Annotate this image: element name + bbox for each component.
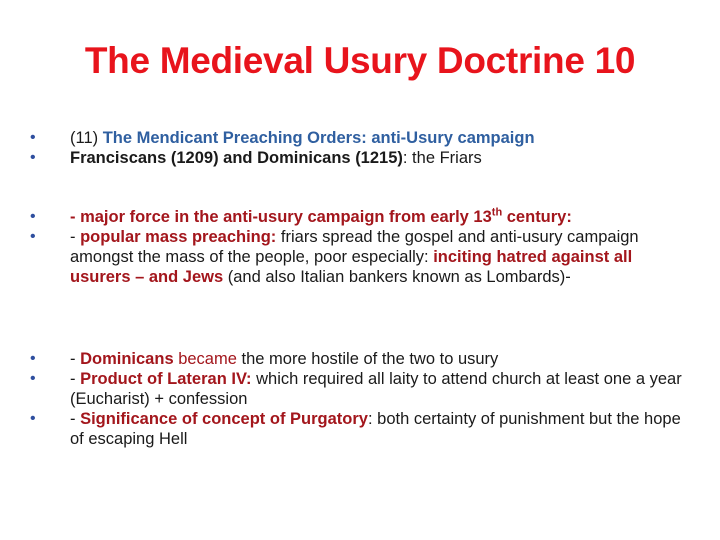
bullet-item [30, 227, 690, 287]
bullet-dot-icon: • [30, 370, 36, 387]
bullet-text-segment: - [70, 228, 81, 246]
bullet-text-segment: century: [502, 208, 572, 226]
bullet-text-segment: friars spread the gospel and anti-usury campaign amongst the mass of the people, poor especially: [70, 228, 639, 266]
bullet-group-intro [30, 128, 690, 168]
bullet-group-campaign [30, 207, 690, 287]
bullet-text-segment: th [491, 206, 503, 219]
bullet-text [70, 207, 690, 227]
bullet-text-segment: which required all laity to attend church at least one a year (Eucharist) + confession [70, 370, 682, 408]
bullet-text-segment: (11) [70, 129, 103, 147]
bullet-text-segment: Franciscans (1209) and Dominicans (1215) [70, 149, 403, 167]
bullet-text [70, 148, 690, 168]
bullet-item [30, 148, 690, 168]
bullet-text-segment: - [70, 370, 81, 388]
bullet-text [70, 409, 690, 449]
bullet-item [30, 409, 690, 449]
bullet-dot-icon: • [30, 228, 36, 245]
bullet-item [30, 128, 690, 148]
bullet-text-segment: : the Friars [402, 149, 482, 167]
bullet-text [70, 128, 690, 148]
bullet-text [70, 227, 690, 287]
bullet-dot-icon: • [30, 350, 36, 367]
bullet-text-segment: popular mass preaching: [80, 228, 277, 246]
bullet-text [70, 349, 690, 369]
bullet-text-segment: - major force in the anti-usury campaign from early 13 [70, 208, 492, 226]
bullet-dot-icon: • [30, 129, 36, 146]
bullet-text-segment: - [70, 350, 81, 368]
bullet-group-dominicans [30, 349, 690, 449]
bullet-item [30, 349, 690, 369]
slide-title: The Medieval Usury Doctrine 10 [84, 40, 636, 81]
bullet-text-segment: the more hostile of the two to usury [236, 350, 499, 368]
bullet-dot-icon: • [30, 149, 36, 166]
bullet-text-segment: Significance of concept of Purgatory [80, 410, 368, 428]
bullet-text [70, 369, 690, 409]
bullet-text-segment: : both certainty of punishment but the hope of escaping Hell [70, 410, 681, 448]
bullet-text-segment: Product of Lateran IV: [80, 370, 252, 388]
bullet-text-segment: inciting hatred against all usurers – and Jews [70, 248, 633, 286]
bullet-dot-icon: • [30, 208, 36, 225]
bullet-item [30, 369, 690, 409]
bullet-text-segment: became [173, 350, 237, 368]
bullet-dot-icon: • [30, 410, 36, 427]
bullet-item [30, 207, 690, 227]
bullet-text-segment: (and also Italian bankers known as Lombards)- [223, 268, 571, 286]
bullet-text-segment: Dominicans [80, 350, 174, 368]
bullet-text-segment: The Mendicant Preaching Orders: anti-Usury campaign [102, 129, 535, 147]
bullet-text-segment: - [70, 410, 81, 428]
